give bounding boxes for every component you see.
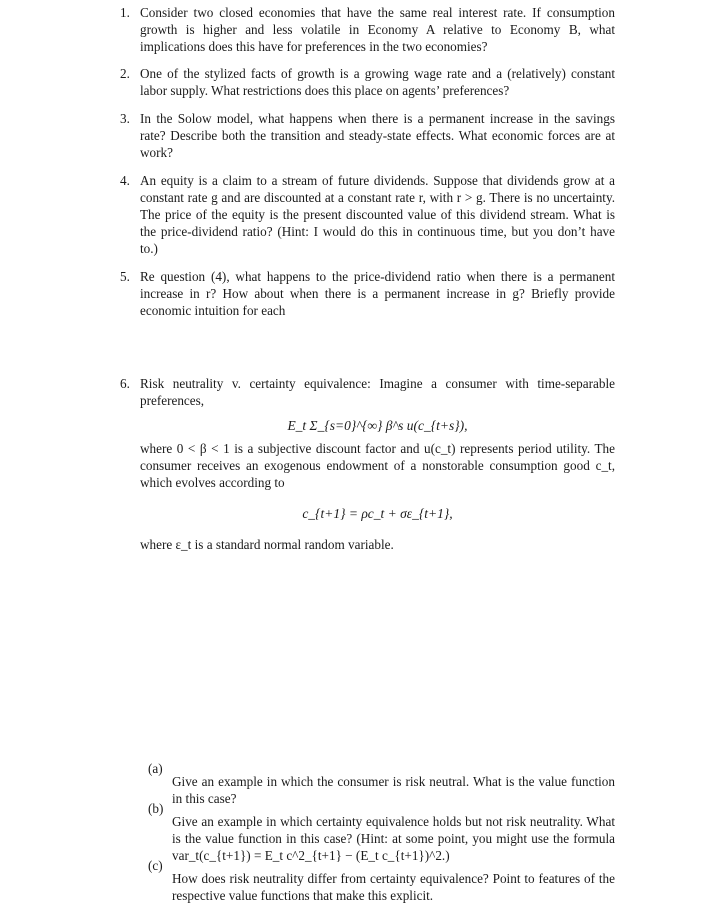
question-number: 4. <box>120 173 130 188</box>
question-number: 3. <box>120 111 130 126</box>
question-text: Re question (4), what happens to the price-dividend ratio when there is a permanent increase in r? How about when there is a permanent increase in g? Briefly provide economic intuition for each <box>140 269 615 318</box>
question-number: 2. <box>120 66 130 81</box>
question-1 <box>120 4 615 55</box>
subpart-text: Give an example in which the consumer is risk neutral. What is the value function in this case? <box>172 774 615 807</box>
question-intro: Risk neutrality v. certainty equivalence: Imagine a consumer with time-separable preferences, <box>140 376 615 408</box>
question-text: In the Solow model, what happens when there is a permanent increase in the savings rate? Describe both the transition and steady-state effects. What economic forces are at work? <box>140 111 615 160</box>
subpart-c <box>148 857 615 917</box>
subpart-label: (c) <box>148 858 163 873</box>
question-6 <box>120 375 615 553</box>
question-text: An equity is a claim to a stream of future dividends. Suppose that dividends grow at a constant rate g and are discounted at a constant rate r, with r > g. There is no uncertainty. The price of the equity is the present discounted value of this dividend stream. What is the price-dividend ratio? (Hint: I would do this in continuous time, but you don’t have to.) <box>140 173 615 256</box>
question-number: 1. <box>120 5 130 20</box>
equation-endowment: c_{t+1} = ρc_t + σε_{t+1}, <box>302 506 453 521</box>
question-outro: where ε_t is a standard normal random variable. <box>140 537 394 552</box>
subpart-text: How does risk neutrality differ from certainty equivalence? Point to features of the respective value functions that make this explicit. <box>172 871 615 904</box>
question-4 <box>120 172 615 257</box>
question-mid: where 0 < β < 1 is a subjective discount factor and u(c_t) represents period utility. The consumer receives an exogenous endowment of a nonstorable consumption good c_t, which evolves according to <box>140 441 615 490</box>
equation-preferences: E_t Σ_{s=0}^{∞} β^s u(c_{t+s}), <box>287 418 468 433</box>
subpart-label: (b) <box>148 801 164 816</box>
question-5 <box>120 268 615 319</box>
subpart-label: (a) <box>148 761 163 776</box>
question-text: Consider two closed economies that have the same real interest rate. If consumption growth is higher and less volatile in Economy A relative to Economy B, what implications does this have for preferences in the two economies? <box>140 5 615 54</box>
question-text: One of the stylized facts of growth is a growing wage rate and a (relatively) constant labor supply. What restrictions does this place on agents’ preferences? <box>140 66 615 98</box>
question-number: 5. <box>120 269 130 284</box>
question-2 <box>120 65 615 99</box>
subpart-text: Give an example in which certainty equivalence holds but not risk neutrality. What is the value function in this case? (Hint: at some point, you might use the formula var_t(c_{t+1}) = E_t c^2_{t+1} − (E_t c_{t+1})^2.) <box>172 814 615 864</box>
question-3 <box>120 110 615 161</box>
question-number: 6. <box>120 376 130 391</box>
